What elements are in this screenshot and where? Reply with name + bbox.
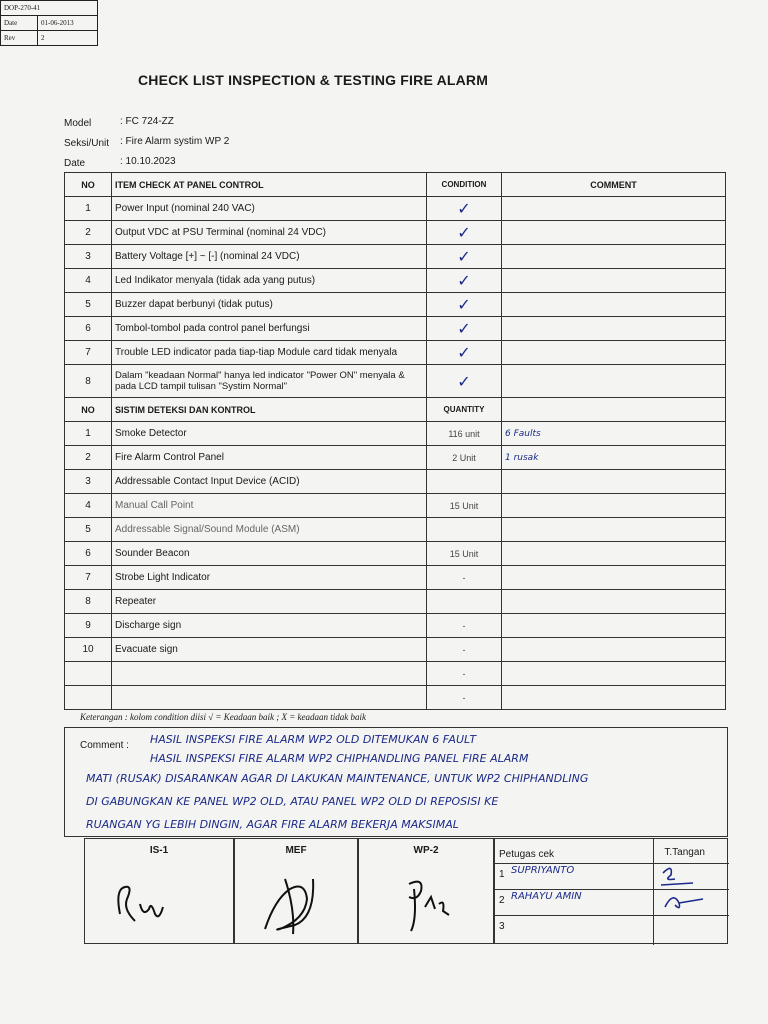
comment-line: HASIL INSPEKSI FIRE ALARM WP2 CHIPHANDLING PANEL FIRE ALARM: [150, 752, 529, 765]
panel-header-row: [65, 173, 726, 197]
petugas-name: RAHAYU AMIN: [511, 891, 582, 902]
row-number: 7: [65, 566, 112, 590]
petugas-name: SUPRIYANTO: [511, 865, 575, 876]
signature-box-mef: [234, 838, 358, 944]
checklist-table: [64, 172, 726, 710]
row-condition-note: [502, 614, 726, 638]
no-header: NO: [65, 173, 112, 197]
quantity-header: QUANTITY: [427, 398, 502, 422]
row-comment: [502, 293, 726, 317]
comment-line: HASIL INSPEKSI FIRE ALARM WP2 OLD DITEMUKAN 6 FAULT: [150, 733, 477, 746]
row-item: Trouble LED indicator pada tiap-tiap Module card tidak menyala: [112, 341, 427, 365]
panel-item-header: ITEM CHECK AT PANEL CONTROL: [112, 173, 427, 197]
row-condition: ✓: [427, 245, 502, 269]
row-comment: [502, 245, 726, 269]
row-item: Output VDC at PSU Terminal (nominal 24 VDC): [112, 221, 427, 245]
comment-line: RUANGAN YG LEBIH DINGIN, AGAR FIRE ALARM BEKERJA MAKSIMAL: [86, 818, 459, 831]
row-condition: ✓: [427, 317, 502, 341]
row-comment: [502, 269, 726, 293]
detection-row: [65, 542, 726, 566]
doc-code: DOP-270-41: [1, 1, 98, 16]
petugas-number: 3: [499, 921, 505, 932]
seksi-value: : Fire Alarm systim WP 2: [120, 136, 230, 147]
row-item: Evacuate sign: [112, 638, 427, 662]
signature-mef-drawing: [235, 859, 359, 949]
row-condition-note: [502, 686, 726, 710]
row-condition-note: 6 Faults: [502, 422, 726, 446]
petugas-number: 2: [499, 895, 505, 906]
row-comment: [502, 365, 726, 398]
row-item: Addressable Contact Input Device (ACID): [112, 470, 427, 494]
row-number: 4: [65, 269, 112, 293]
detection-row: [65, 446, 726, 470]
row-number: 1: [65, 422, 112, 446]
row-condition-note: 1 rusak: [502, 446, 726, 470]
signature-box-is1: [84, 838, 234, 944]
row-number: 7: [65, 341, 112, 365]
row-number: 2: [65, 221, 112, 245]
row-comment: [502, 221, 726, 245]
row-condition-note: [502, 542, 726, 566]
petugas-label: Petugas cek: [499, 849, 555, 860]
row-item: [112, 686, 427, 710]
row-condition-note: [502, 590, 726, 614]
row-condition: ✓: [427, 197, 502, 221]
row-item: Repeater: [112, 590, 427, 614]
row-condition-note: [502, 662, 726, 686]
row-condition-note: [502, 494, 726, 518]
ttd-label: T.Tangan: [664, 847, 705, 858]
row-item: Dalam "keadaan Normal" hanya led indicator "Power ON" menyala & pada LCD tampil tulisan "Systim Normal": [112, 365, 427, 398]
ref-date-value: 01-06-2013: [38, 16, 98, 31]
model-label: Model: [64, 118, 92, 129]
row-item: Battery Voltage [+] ~ [-] (nominal 24 VDC): [112, 245, 427, 269]
legend-text: Keterangan : kolom condition diisi √ = Keadaan baik ; X = keadaan tidak baik: [80, 712, 367, 722]
row-item: Buzzer dapat berbunyi (tidak putus): [112, 293, 427, 317]
row-number: 5: [65, 293, 112, 317]
row-number: 1: [65, 197, 112, 221]
detection-row: [65, 662, 726, 686]
row-item: [112, 662, 427, 686]
row-condition-note: [502, 470, 726, 494]
no-header: NO: [65, 398, 112, 422]
panel-row: [65, 269, 726, 293]
comment-line: MATI (RUSAK) DISARANKAN AGAR DI LAKUKAN MAINTENANCE, UNTUK WP2 CHIPHANDLING: [86, 772, 589, 785]
row-item: Strobe Light Indicator: [112, 566, 427, 590]
detection-item-header: SISTIM DETEKSI DAN KONTROL: [112, 398, 427, 422]
row-number: 5: [65, 518, 112, 542]
row-quantity: [427, 470, 502, 494]
panel-row: [65, 293, 726, 317]
detection-header-row: [65, 398, 726, 422]
row-quantity: [427, 518, 502, 542]
row-number: 2: [65, 446, 112, 470]
detection-comment-cell: [502, 398, 726, 422]
signature-label-mef: MEF: [285, 845, 307, 856]
detection-row: [65, 470, 726, 494]
signature-box-wp2: [358, 838, 494, 944]
panel-row: [65, 197, 726, 221]
detection-row: [65, 494, 726, 518]
row-number: [65, 686, 112, 710]
row-condition: ✓: [427, 293, 502, 317]
page-title: CHECK LIST INSPECTION & TESTING FIRE ALARM: [138, 72, 489, 88]
panel-row: [65, 221, 726, 245]
row-item: Discharge sign: [112, 614, 427, 638]
row-number: 6: [65, 542, 112, 566]
row-quantity: 116 unit: [427, 422, 502, 446]
row-quantity: -: [427, 614, 502, 638]
row-quantity: 15 Unit: [427, 494, 502, 518]
row-number: 10: [65, 638, 112, 662]
row-item: Fire Alarm Control Panel: [112, 446, 427, 470]
row-condition-note: [502, 566, 726, 590]
signature-is1-drawing: [85, 859, 235, 949]
row-condition-note: [502, 638, 726, 662]
row-quantity: -: [427, 662, 502, 686]
date-value: : 10.10.2023: [120, 156, 176, 167]
row-item: Power Input (nominal 240 VAC): [112, 197, 427, 221]
detection-row: [65, 590, 726, 614]
row-quantity: 2 Unit: [427, 446, 502, 470]
signature-wp2-drawing: [359, 859, 495, 949]
model-value: : FC 724-ZZ: [120, 116, 174, 127]
row-quantity: -: [427, 686, 502, 710]
panel-row: [65, 317, 726, 341]
row-item: Manual Call Point: [112, 494, 427, 518]
petugas-box: [494, 838, 728, 944]
comment-line: DI GABUNGKAN KE PANEL WP2 OLD, ATAU PANEL WP2 OLD DI REPOSISI KE: [86, 795, 499, 808]
row-number: 9: [65, 614, 112, 638]
row-number: 8: [65, 590, 112, 614]
row-condition: ✓: [427, 221, 502, 245]
ref-date-label: Date: [1, 16, 38, 31]
detection-row: [65, 638, 726, 662]
row-item: Tombol-tombol pada control panel berfungsi: [112, 317, 427, 341]
row-quantity: [427, 590, 502, 614]
detection-row: [65, 614, 726, 638]
row-item: Addressable Signal/Sound Module (ASM): [112, 518, 427, 542]
petugas-number: 1: [499, 869, 505, 880]
seksi-label: Seksi/Unit: [64, 138, 110, 149]
row-condition-note: [502, 518, 726, 542]
detection-row: [65, 566, 726, 590]
ref-rev-label: Rev: [1, 31, 38, 46]
detection-row: [65, 422, 726, 446]
row-quantity: 15 Unit: [427, 542, 502, 566]
row-condition: ✓: [427, 365, 502, 398]
comment-header: COMMENT: [502, 173, 726, 197]
row-number: 4: [65, 494, 112, 518]
document-ref-box: [0, 0, 98, 46]
panel-row: [65, 341, 726, 365]
detection-row: [65, 518, 726, 542]
row-condition: ✓: [427, 341, 502, 365]
row-number: 3: [65, 245, 112, 269]
row-quantity: -: [427, 638, 502, 662]
panel-row: [65, 365, 726, 398]
petugas-signatures: [653, 863, 729, 943]
date-label: Date: [64, 158, 86, 169]
row-quantity: -: [427, 566, 502, 590]
signature-label-wp2: WP-2: [413, 845, 439, 856]
row-item: Sounder Beacon: [112, 542, 427, 566]
row-comment: [502, 341, 726, 365]
condition-header: CONDITION: [427, 173, 502, 197]
row-comment: [502, 317, 726, 341]
comment-label: Comment :: [80, 740, 129, 751]
row-item: Smoke Detector: [112, 422, 427, 446]
row-condition: ✓: [427, 269, 502, 293]
signature-label-is1: IS-1: [149, 845, 169, 856]
row-number: 6: [65, 317, 112, 341]
detection-row: [65, 686, 726, 710]
row-number: [65, 662, 112, 686]
row-comment: [502, 197, 726, 221]
row-item: Led Indikator menyala (tidak ada yang putus): [112, 269, 427, 293]
ref-rev-value: 2: [38, 31, 98, 46]
panel-row: [65, 245, 726, 269]
row-number: 3: [65, 470, 112, 494]
row-number: 8: [65, 365, 112, 398]
